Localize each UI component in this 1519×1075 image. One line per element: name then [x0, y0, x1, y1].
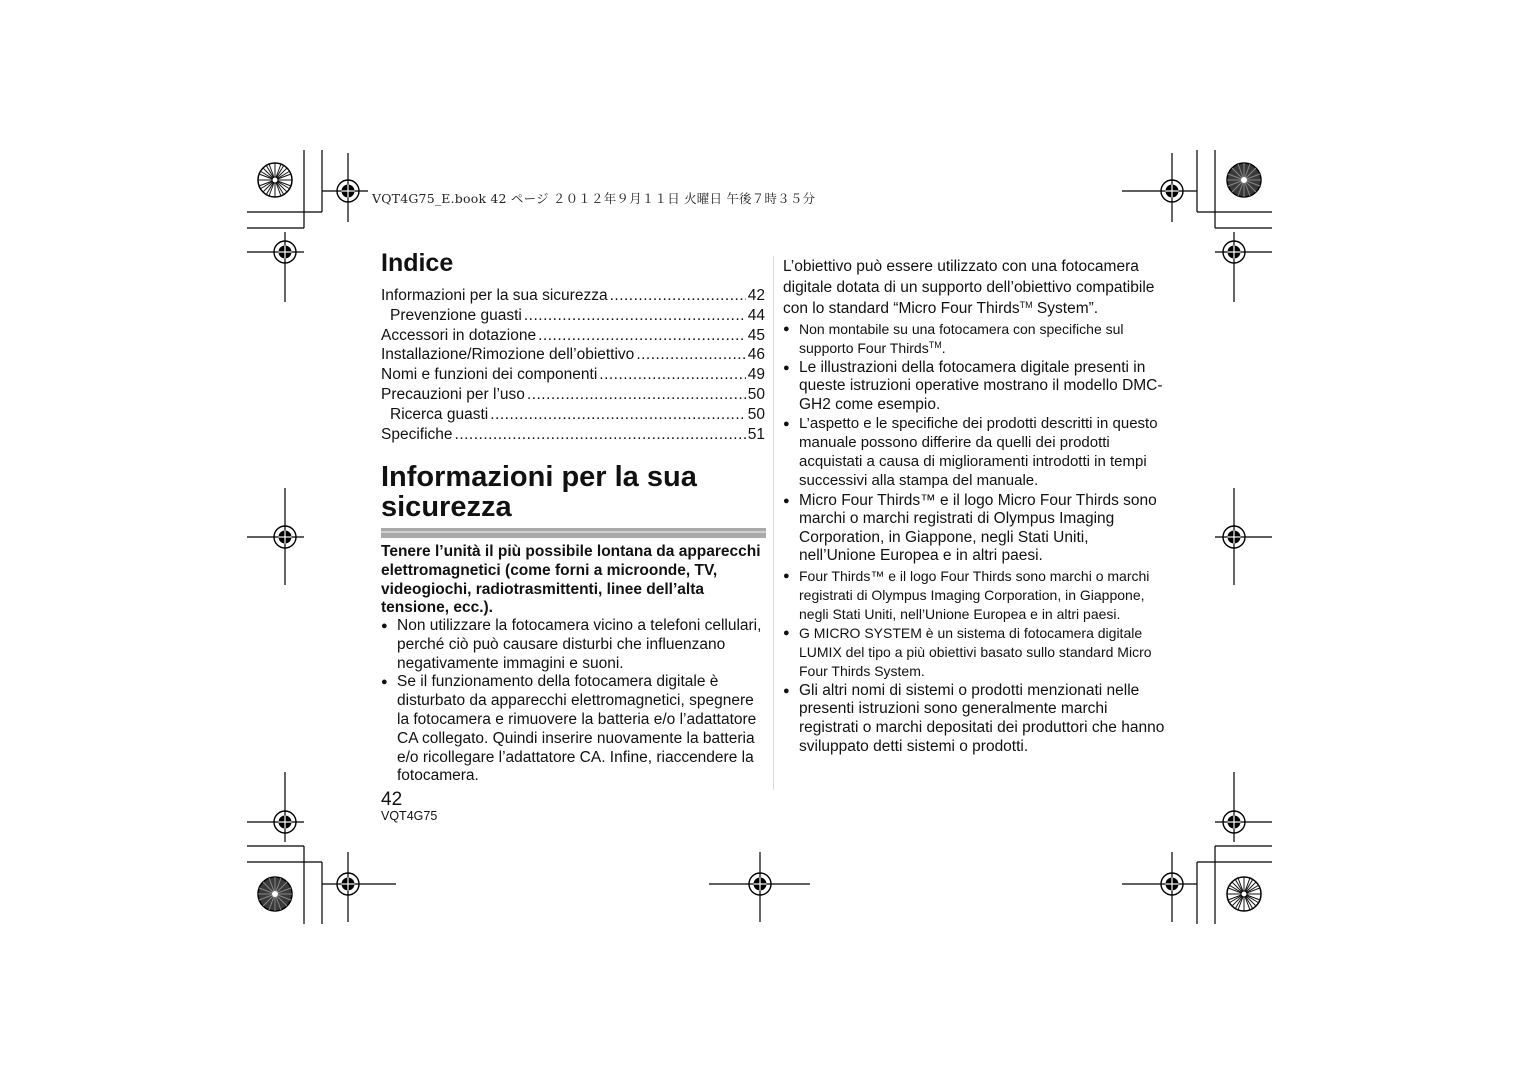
toc-title: Indice [381, 249, 454, 277]
toc-entry-label: Ricerca guasti [390, 405, 489, 423]
toc-leader-dots [455, 425, 746, 445]
toc-entry-label: Informazioni per la sua sicurezza [381, 287, 608, 304]
trademark-sup: TM [928, 339, 942, 350]
toc-entry-page: 51 [747, 425, 765, 443]
intro-text-end: System”. [1032, 300, 1099, 317]
note-bullet: ● Gli altri nomi di sistemi o prodotti menzionati nelle presenti istruzioni sono generalmente marchi registrati o marchi depositati dei produttori che hanno sviluppato detti sistemi o prodotti. [783, 682, 1168, 756]
safety-bullet: ● Se il funzionamento della fotocamera digitale è disturbato da apparecchi elettromagnetici, spegnere la fotocamera e rimuovere la batteria e/o l’adattatore CA collegato. Quindi inserire nuovamente la batteria e/o ricollegare l’adattatore CA. Infine, riaccendere la fotocamera. [381, 673, 765, 786]
section-lead: Tenere l’unità il più possibile lontana da apparecchi elettromagnetici (come forni a microonde, TV, videogiochi, radiotrasmittenti, linee dell’alta tensione, ecc.). [381, 543, 761, 617]
toc-entry-label: Precauzioni per l’uso [381, 385, 525, 403]
section-rule [381, 528, 766, 538]
toc-entry-prevenzione-guasti[interactable] [381, 306, 765, 326]
toc-entry-page: 46 [747, 346, 765, 364]
note-text: Non montabile su una fotocamera con specifiche sul supporto Four Thirds [799, 321, 1124, 356]
intro-text: L’obiettivo può essere utilizzato con una fotocamera digitale dotata di un supporto dell’obiettivo compatibile con lo standard “Micro Four Thirds [783, 258, 1155, 317]
toc-leader-dots [527, 385, 746, 405]
toc-leader-dots [524, 306, 746, 326]
toc-entry-accessori[interactable] [381, 326, 765, 346]
page-number: 42 [381, 789, 403, 810]
note-bullet: ● Le illustrazioni della fotocamera digitale presenti in queste istruzioni operative mostrano il modello DMC-GH2 come esempio. [783, 359, 1168, 415]
toc-leader-dots [599, 365, 745, 385]
toc-entry-specifiche[interactable] [381, 425, 765, 445]
toc-entry-installazione[interactable] [381, 345, 765, 365]
toc-entry-label: Installazione/Rimozione dell’obiettivo [381, 346, 635, 364]
notes-bullet-list [783, 320, 1168, 757]
toc-entry-label: Nomi e funzioni dei componenti [381, 366, 598, 384]
column-divider [773, 256, 774, 790]
note-bullet: ● G MICRO SYSTEM è un sistema di fotocamera digitale LUMIX del tipo a più obiettivi basato sullo standard Micro Four Thirds System. [783, 624, 1168, 680]
model-code: VQT4G75 [381, 809, 438, 823]
trademark-sup: TM [1019, 300, 1033, 310]
toc-entry-page: 45 [747, 326, 765, 344]
toc-entry-nomi-funzioni[interactable] [381, 365, 765, 385]
safety-bullet: ● Non utilizzare la fotocamera vicino a telefoni cellulari, perché ciò può causare disturbi che influenzano negativamente immagini e suoni. [381, 617, 765, 673]
note-bullet: ● Micro Four Thirds™ e il logo Micro Four Thirds sono marchi o marchi registrati di Olympus Imaging Corporation, in Giappone, negli Stati Uniti, nell’Unione Europea e in altri paesi. [783, 492, 1168, 566]
toc-leader-dots [610, 286, 746, 306]
toc-entry-label: Specifiche [381, 425, 453, 443]
toc-entry-page: 44 [747, 306, 765, 324]
toc-entry-sicurezza[interactable] [381, 286, 765, 306]
toc-entry-page: 49 [747, 366, 765, 384]
toc-leader-dots [538, 326, 746, 346]
print-info-header: VQT4G75_E.book 42 ページ ２０１２年９月１１日 火曜日 午後７時３５分 [372, 191, 816, 206]
toc-entry-page: 42 [747, 287, 765, 304]
note-bullet [783, 320, 1168, 358]
compatibility-intro [783, 256, 1168, 319]
toc-entry-ricerca-guasti[interactable] [381, 405, 765, 425]
toc-leader-dots [636, 345, 745, 365]
note-text-end: . [941, 339, 946, 356]
toc-leader-dots [490, 405, 746, 425]
toc-entry-page: 50 [747, 405, 765, 423]
note-bullet: ● Four Thirds™ e il logo Four Thirds sono marchi o marchi registrati di Olympus Imaging Corporation, in Giappone, negli Stati Uniti, nell’Unione Europea e in altri paesi. [783, 567, 1168, 623]
table-of-contents [381, 286, 765, 444]
toc-entry-precauzioni[interactable] [381, 385, 765, 405]
toc-entry-page: 50 [747, 385, 765, 403]
toc-entry-label: Accessori in dotazione [381, 326, 537, 344]
section-title: Informazioni per la sua sicurezza [381, 461, 697, 523]
toc-entry-label: Prevenzione guasti [390, 306, 522, 324]
safety-bullet-list [381, 617, 765, 786]
note-bullet: ● L’aspetto e le specifiche dei prodotti descritti in questo manuale possono differire da quelli dei prodotti acquistati a causa di miglioramenti introdotti in tempi successivi alla stampa del manuale. [783, 415, 1168, 490]
